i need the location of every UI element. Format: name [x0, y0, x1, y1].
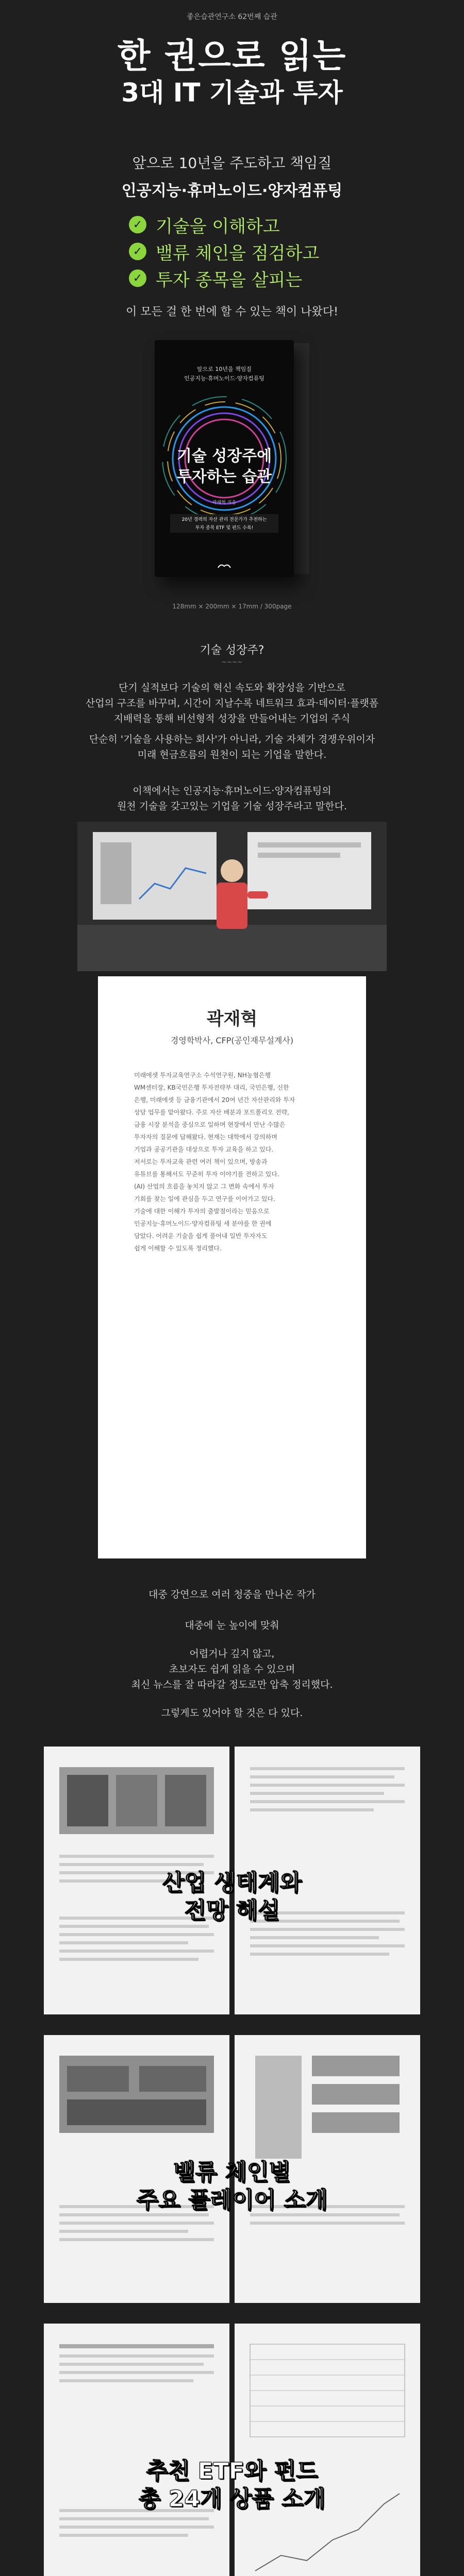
after-line-2: 대중에 눈 높이에 맞춰	[185, 1620, 279, 1631]
eyebrow-text: 좋은습관연구소 62번째 습관	[187, 13, 277, 21]
bio-line: 기술에 대한 이해가 투자의 출발점이라는 믿음으로	[134, 1208, 270, 1215]
check-icon: ✓	[129, 243, 146, 260]
author-bio	[134, 1069, 330, 1255]
bio-line: 유튜브를 통해서도 꾸준히 투자 이야기를 전하고 있다.	[134, 1171, 279, 1178]
check-list	[129, 211, 335, 292]
lecture-scene-graphic	[77, 822, 387, 971]
sample-caption-1a: 산업 생태계와	[162, 1870, 302, 1896]
bio-line: 금융 시장 분석을 중심으로 일하며 현장에서 만난 수많은	[134, 1121, 286, 1128]
check-item	[129, 265, 335, 292]
bio-line: 미래에셋 투자교육연구소 수석연구원, NH농협은행	[134, 1072, 271, 1079]
author-role: 경영학박사, CFP(공인재무설계사)	[170, 1036, 294, 1045]
after-line-3a: 어렵거나 깊지 않고,	[189, 1648, 275, 1659]
sample-caption-2a: 밸류 체인별	[173, 2159, 291, 2185]
intro-question: 기술 성장주?	[200, 644, 264, 657]
check-label: 밸류 체인을 점검하고	[156, 243, 320, 264]
book-callout-line-1: 20년 경력의 자산 관리 전문가가 추천하는	[181, 517, 267, 522]
bio-line: 쉽게 이해할 수 있도록 정리했다.	[134, 1245, 222, 1252]
bio-line: 상담 업무를 맡아왔다. 주로 자산 배분과 포트폴리오 전략,	[134, 1109, 289, 1116]
book-spine	[294, 343, 309, 574]
book-top-line-1: 앞으로 10년을 책임질	[197, 366, 252, 372]
intro-p3-line: 이책에서는 인공지능·휴머노이드·양자컴퓨팅의	[132, 785, 332, 796]
check-item	[129, 238, 335, 265]
sample-caption-2b: 주요 플레이어 소개	[136, 2187, 328, 2213]
after-line-3b: 초보자도 쉽게 읽을 수 있으며	[169, 1664, 295, 1675]
check-icon: ✓	[129, 269, 146, 287]
intro-p1-line: 지배력을 통해 비선형적 성장을 만들어내는 기업의 주식	[113, 713, 351, 724]
after-line-4: 그렇게도 있어야 할 것은 다 있다.	[161, 1707, 303, 1719]
tagline: 이 모든 걸 한 번에 할 수 있는 책이 나왔다!	[126, 306, 338, 318]
book-callout-line-2: 투자 종목 ETF 및 펀드 수록!	[195, 526, 254, 531]
intro-paragraph-3	[0, 783, 464, 814]
book-top-line-2: 인공지능·휴머노이드·양자컴퓨팅	[184, 375, 264, 382]
bio-line: 담았다. 어려운 기술을 쉽게 풀어내 일반 투자자도	[134, 1232, 268, 1240]
subheadline: 3대 IT 기술과 투자	[121, 78, 343, 108]
intro-p1-line: 단기 실적보다 기술의 혁신 속도와 확장성을 기반으로	[118, 682, 346, 693]
bio-line: 인공지능·휴머노이드·양자컴퓨팅 세 분야를 한 권에	[134, 1220, 272, 1227]
publisher-logo-icon	[217, 563, 232, 570]
after-line-1: 대중 강연으로 여러 청중을 만나온 작가	[148, 1589, 316, 1600]
intro-p2-line: 미래 현금흐름의 원천이 되는 기업을 말한다.	[137, 749, 327, 760]
intro-p2-line: 단순히 '기술을 사용하는 회사'가 아니라, 기술 자체가 경쟁우위이자	[89, 734, 375, 745]
intro-p1-line: 산업의 구조를 바꾸며, 시간이 지날수록 네트워크 효과·데이터·플랫폼	[85, 698, 379, 709]
sample-page	[235, 2324, 420, 2576]
bio-line: 기회를 찾는 일에 관심을 두고 연구를 이어가고 있다.	[134, 1195, 275, 1202]
intro-paragraph-2	[0, 732, 464, 762]
book-showcase	[0, 335, 464, 623]
bio-line: 투자자의 질문에 답해왔다. 현재는 대학에서 강의하며	[134, 1133, 277, 1141]
pitch-line-1: 앞으로 10년을 주도하고 책임질	[132, 155, 332, 172]
book-author: 곽재혁 지음	[212, 500, 237, 505]
sample-page-graphic	[235, 2324, 420, 2576]
headline: 한 권으로 읽는	[117, 36, 347, 76]
bio-line: WM센터장, KB국민은행 투자전략부 대리, 국민은행, 신한	[134, 1084, 289, 1091]
sample-page-graphic	[44, 2324, 229, 2576]
bio-line: (AI) 산업의 흐름을 놓치지 않고 그 변화 속에서 투자	[134, 1183, 274, 1190]
sample-pages-section	[0, 1747, 464, 2576]
bio-line: 저서로는 투자교육 관련 여러 책이 있으며, 방송과	[134, 1158, 268, 1165]
sample-caption-1b: 전망 해설	[184, 1897, 280, 1924]
book-dimensions: 128mm × 200mm × 17mm / 300page	[172, 603, 292, 610]
intro-paragraph-1	[0, 680, 464, 726]
bio-line: 은행, 미래에셋 등 금융기관에서 20여 년간 자산관리와 투자	[134, 1096, 295, 1104]
check-label: 기술을 이해하고	[156, 216, 280, 237]
check-item	[129, 211, 335, 238]
after-block-3	[0, 1646, 464, 1692]
bio-line: 기업과 공공기관을 대상으로 투자 교육을 하고 있다.	[134, 1146, 274, 1153]
sample-caption-3a: 추천 ETF와 펀드	[146, 2458, 318, 2484]
sample-page	[44, 2324, 229, 2576]
book-cover	[155, 340, 294, 577]
book-callout-box	[170, 514, 278, 533]
book-title-line-2: 투자하는 습관	[176, 468, 272, 486]
pitch-line-2: 인공지능·휴머노이드·양자컴퓨팅	[121, 182, 343, 200]
intro-divider: ~~~~	[221, 658, 243, 666]
author-name: 곽재혁	[206, 1009, 258, 1029]
sample-caption-3b: 총 24개 상품 소개	[138, 2486, 326, 2512]
speaker-photo	[77, 822, 387, 971]
book-title-line-1: 기술 성장주에	[176, 447, 272, 465]
after-line-3c: 최신 뉴스를 잘 따라갈 정도로만 압축 정리했다.	[131, 1679, 333, 1690]
intro-p3-line: 원천 기술을 갖고있는 기업을 기술 성장주라고 말한다.	[117, 801, 347, 812]
author-card	[98, 976, 366, 1558]
check-icon: ✓	[129, 216, 146, 233]
check-label: 투자 종목을 살피는	[156, 269, 303, 291]
